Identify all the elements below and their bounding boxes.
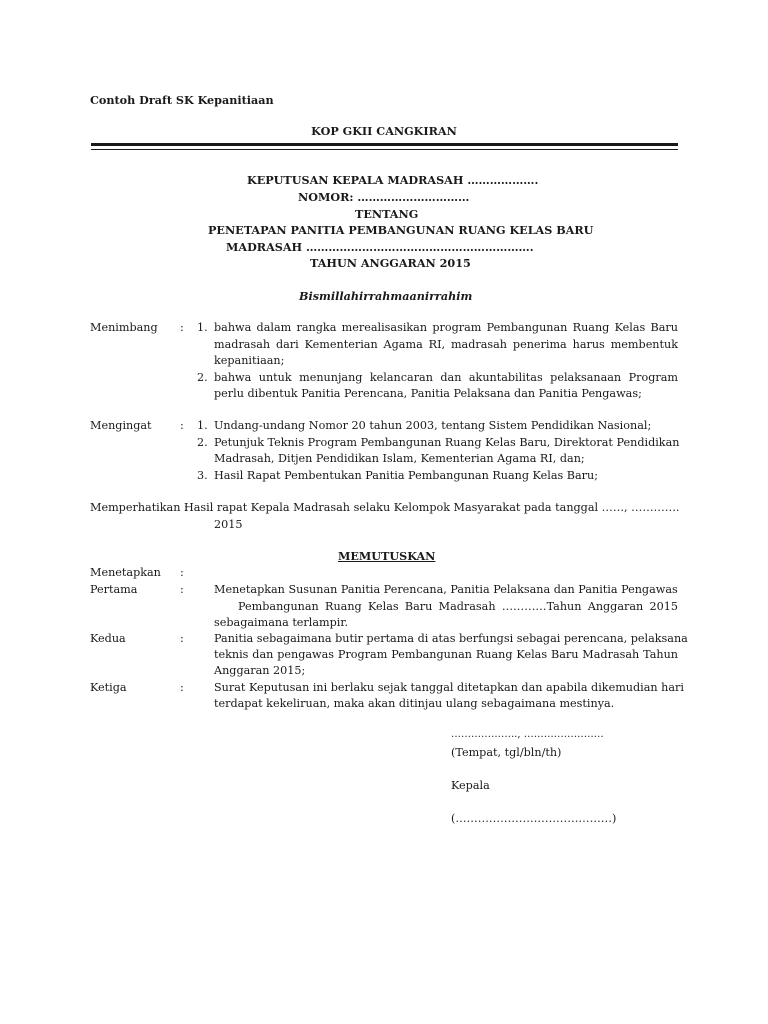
mengingat-colon: :: [180, 419, 184, 432]
mengingat-item-3-num: 3.: [197, 469, 208, 482]
ketiga-line-1-wrap: [214, 681, 684, 694]
mengingat-item-1-line-1: Undang-undang Nomor 20 tahun 2003, tentang Sistem Pendidikan Nasional;: [214, 419, 652, 432]
ketiga-line-1: Surat Keputusan ini berlaku sejak tanggal ditetapkan dan apabila dikemudian hari: [214, 681, 684, 694]
ketiga-line-2: terdapat kekeliruan, maka akan ditinjau ulang sebagaimana mestinya.: [214, 697, 615, 710]
kedua-colon: :: [180, 632, 184, 645]
menetapkan-label: Menetapkan: [90, 566, 161, 579]
menimbang-item-2-line-2: perlu dibentuk Panitia Perencana, Panitia Pelaksana dan Panitia Pengawas;: [214, 387, 642, 400]
kedua-line-2-wrap: [214, 648, 678, 661]
kop-heading: KOP GKII CANGKIRAN: [311, 124, 457, 138]
kop-rule-thin: [91, 149, 678, 150]
menimbang-item-1: [214, 321, 678, 334]
mengingat-item-2-line-1-wrap: [214, 436, 678, 449]
signature-place-date: (Tempat, tgl/bln/th): [451, 746, 562, 759]
memperhatikan-label: Memperhatikan :: [90, 501, 188, 514]
mengingat-label: Mengingat: [90, 419, 152, 432]
signature-dots: ……………….., ……………………: [451, 729, 604, 740]
menimbang-item-1-num: 1.: [197, 321, 208, 334]
signature-title: Kepala: [451, 779, 490, 792]
ketiga-colon: :: [180, 681, 184, 694]
menimbang-item-1-line-3: kepanitiaan;: [214, 354, 285, 367]
menimbang-item-2-line-1: bahwa untuk menunjang kelancaran dan akuntabilitas pelaksanaan Program: [214, 371, 678, 384]
kedua-label: Kedua: [90, 632, 126, 645]
draft-title: Contoh Draft SK Kepanitiaan: [90, 93, 274, 107]
signature-name: (……………………………………): [451, 812, 617, 825]
mengingat-item-2-line-1: Petunjuk Teknis Program Pembangunan Ruang Kelas Baru, Direktorat Pendidikan: [214, 436, 680, 449]
pertama-line-1: Menetapkan Susunan Panitia Perencana, Panitia Pelaksana dan Panitia Pengawas: [214, 583, 678, 596]
pertama-colon: :: [180, 583, 184, 596]
menimbang-item-1-line-1: bahwa dalam rangka merealisasikan program Pembangunan Ruang Kelas Baru: [214, 321, 678, 334]
memperhatikan-line-2: 2015: [214, 518, 243, 531]
mengingat-item-3-line-1: Hasil Rapat Pembentukan Panitia Pembangunan Ruang Kelas Baru;: [214, 469, 598, 482]
ketiga-label: Ketiga: [90, 681, 127, 694]
menimbang-colon: :: [180, 321, 184, 334]
kedua-line-2: teknis dan pengawas Program Pembangunan Ruang Kelas Baru Madrasah Tahun: [214, 648, 678, 661]
menetapkan-colon: :: [180, 566, 184, 579]
mengingat-item-2-num: 2.: [197, 436, 208, 449]
menimbang-item-2-num: 2.: [197, 371, 208, 384]
kedua-line-3: Anggaran 2015;: [214, 664, 306, 677]
header-nomor: NOMOR: …………………………: [298, 190, 470, 204]
memperhatikan-line-1-wrap: [184, 501, 678, 514]
memperhatikan-line-1: Hasil rapat Kepala Madrasah selaku Kelompok Masyarakat pada tanggal ……, ………….: [184, 501, 680, 514]
pertama-label: Pertama: [90, 583, 138, 596]
memutuskan-heading: MEMUTUSKAN: [338, 549, 436, 563]
header-tentang: TENTANG: [355, 207, 419, 221]
kedua-line-1: Panitia sebagaimana butir pertama di atas berfungsi sebagai perencana, pelaksana: [214, 632, 688, 645]
menimbang-item-1-line-2: madrasah dari Kementerian Agama RI, madrasah penerima harus membentuk: [214, 338, 678, 351]
mengingat-item-2-line-2: Madrasah, Ditjen Pendidikan Islam, Kementerian Agama RI, dan;: [214, 452, 585, 465]
kop-rule-thick: [91, 143, 678, 146]
header-penetapan: PENETAPAN PANITIA PEMBANGUNAN RUANG KELAS BARU: [208, 223, 594, 237]
menimbang-item-1-line-2-wrap: [214, 338, 678, 351]
header-tahun-anggaran: TAHUN ANGGARAN 2015: [310, 256, 471, 270]
kedua-line-1-wrap: [214, 632, 688, 645]
bismillah: Bismillahirrahmaanirrahim: [299, 289, 473, 303]
pertama-line-2: Pembangunan Ruang Kelas Baru Madrasah …………Tahun Anggaran 2015: [238, 600, 678, 613]
header-keputusan: KEPUTUSAN KEPALA MADRASAH ……………….: [247, 173, 539, 187]
pertama-line-2-wrap: [238, 600, 678, 613]
pertama-line-3: sebagaimana terlampir.: [214, 616, 349, 629]
mengingat-item-1-num: 1.: [197, 419, 208, 432]
menimbang-label: Menimbang: [90, 321, 158, 334]
header-madrasah: MADRASAH …………………………………………………….: [226, 240, 534, 254]
menimbang-item-2-line-1-wrap: [214, 371, 678, 384]
